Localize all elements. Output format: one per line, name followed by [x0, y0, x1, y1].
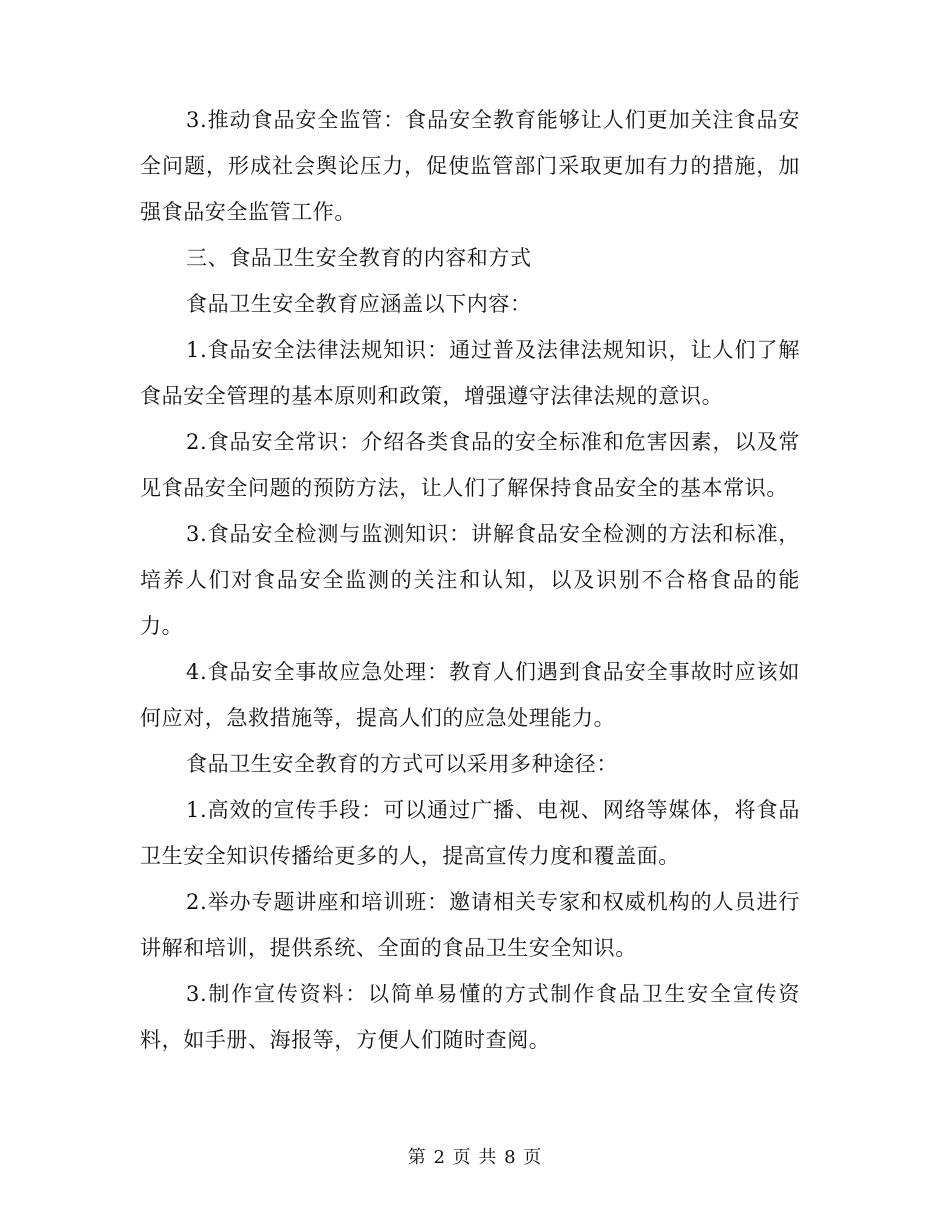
document-body [140, 97, 800, 1063]
section-heading-content-and-methods: 三、食品卫生安全教育的内容和方式 [186, 246, 532, 270]
page-number-footer: 第 2 页 共 8 页 [407, 1147, 543, 1168]
paragraph-lectures-training: 2.举办专题讲座和培训班：邀请相关专家和权威机构的人员进行讲解和培训，提供系统、全面的食品卫生安全知识。 [140, 890, 800, 960]
paragraph-safety-common-sense: 2.食品安全常识：介绍各类食品的安全标准和危害因素，以及常见食品安全问题的预防方法，让人们了解保持食品安全的基本常识。 [140, 430, 800, 500]
paragraph-content-intro: 食品卫生安全教育应涵盖以下内容： [186, 292, 532, 316]
paragraph-laws-knowledge: 1.食品安全法律法规知识：通过普及法律法规知识，让人们了解食品安全管理的基本原则和政策，增强遵守法律法规的意识。 [140, 338, 800, 408]
paragraph-promote-supervision: 3.推动食品安全监管：食品安全教育能够让人们更加关注食品安全问题，形成社会舆论压力，促使监管部门采取更加有力的措施，加强食品安全监管工作。 [140, 108, 800, 224]
paragraph-promotional-materials: 3.制作宣传资料：以简单易懂的方式制作食品卫生安全宣传资料，如手册、海报等，方便人们随时查阅。 [140, 982, 800, 1052]
paragraph-publicity-means: 1.高效的宣传手段：可以通过广播、电视、网络等媒体，将食品卫生安全知识传播给更多的人，提高宣传力度和覆盖面。 [140, 798, 800, 868]
paragraph-testing-monitoring: 3.食品安全检测与监测知识：讲解食品安全检测的方法和标准，培养人们对食品安全监测的关注和认知，以及识别不合格食品的能力。 [140, 522, 800, 638]
paragraph-methods-intro: 食品卫生安全教育的方式可以采用多种途径： [186, 752, 618, 776]
paragraph-emergency-handling: 4.食品安全事故应急处理：教育人们遇到食品安全事故时应该如何应对，急救措施等，提高人们的应急处理能力。 [140, 660, 800, 730]
